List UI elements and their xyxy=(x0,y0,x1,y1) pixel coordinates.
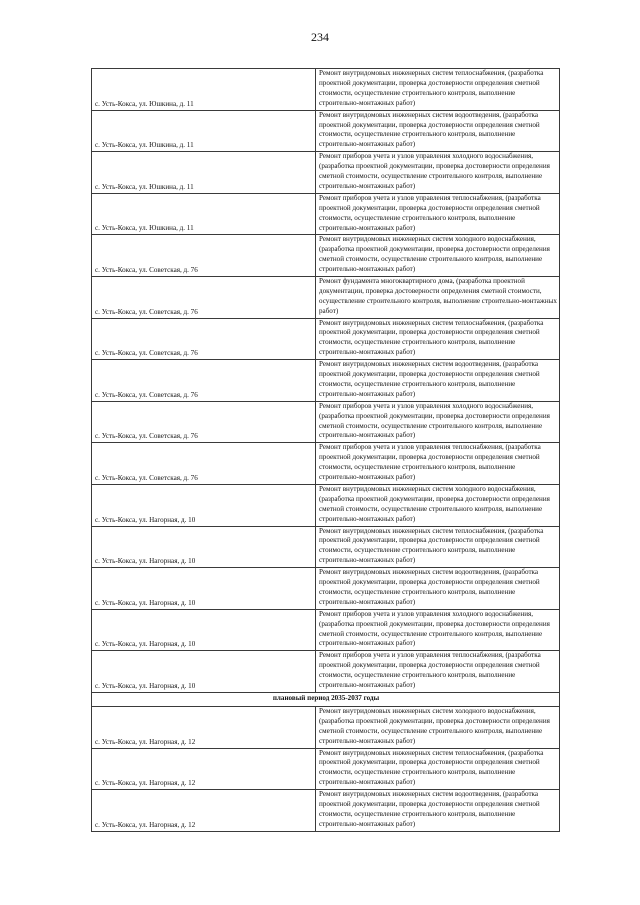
works-table-body xyxy=(92,69,560,832)
address-cell: с. Усть-Кокса, ул. Нагорная, д. 10 xyxy=(92,568,316,610)
table-row xyxy=(92,401,560,443)
work-description-cell: Ремонт внутридомовых инженерных систем холодного водоснабжения, (разработка проектной документации, проверка достоверности определения сметной стоимости, осуществление строительного контроля, выполнение строительно-монтажных работ) xyxy=(316,706,560,748)
table-row xyxy=(92,706,560,748)
address-cell: с. Усть-Кокса, ул. Нагорная, д. 12 xyxy=(92,790,316,832)
work-description-cell: Ремонт внутридомовых инженерных систем теплоснабжения, (разработка проектной документации, проверка достоверности определения сметной стоимости, осуществление строительного контроля, выполнение строительно-монтажных работ) xyxy=(316,526,560,568)
work-description-cell: Ремонт внутридомовых инженерных систем теплоснабжения, (разработка проектной документации, проверка достоверности определения сметной стоимости, осуществление строительного контроля, выполнение строительно-монтажных работ) xyxy=(316,318,560,360)
table-row xyxy=(92,360,560,402)
address-cell: с. Усть-Кокса, ул. Советская, д. 76 xyxy=(92,401,316,443)
table-row xyxy=(92,609,560,651)
address-cell: с. Усть-Кокса, ул. Юшкина, д. 11 xyxy=(92,110,316,152)
address-cell: с. Усть-Кокса, ул. Юшкина, д. 11 xyxy=(92,152,316,194)
section-row xyxy=(92,692,560,706)
work-description-cell: Ремонт внутридомовых инженерных систем водоотведения, (разработка проектной документации, проверка достоверности определения сметной стоимости, осуществление строительного контроля, выполнение строительно-монтажных работ) xyxy=(316,360,560,402)
address-cell: с. Усть-Кокса, ул. Советская, д. 76 xyxy=(92,360,316,402)
work-description-cell: Ремонт приборов учета и узлов управления теплоснабжения, (разработка проектной документации, проверка достоверности определения сметной стоимости, осуществление строительного контроля, выполнение строительно-монтажных работ) xyxy=(316,193,560,235)
work-description-cell: Ремонт внутридомовых инженерных систем теплоснабжения, (разработка проектной документации, проверка достоверности определения сметной стоимости, осуществление строительного контроля, выполнение строительно-монтажных работ) xyxy=(316,748,560,790)
work-description-cell: Ремонт приборов учета и узлов управления холодного водоснабжения, (разработка проектной документации, проверка достоверности определения сметной стоимости, осуществление строительного контроля, выполнение строительно-монтажных работ) xyxy=(316,609,560,651)
table-row xyxy=(92,484,560,526)
table-row xyxy=(92,193,560,235)
address-cell: с. Усть-Кокса, ул. Нагорная, д. 10 xyxy=(92,484,316,526)
address-cell: с. Усть-Кокса, ул. Советская, д. 76 xyxy=(92,318,316,360)
section-title: плановый период 2035-2037 годы xyxy=(92,692,560,706)
address-cell: с. Усть-Кокса, ул. Юшкина, д. 11 xyxy=(92,193,316,235)
table-row xyxy=(92,276,560,318)
address-cell: с. Усть-Кокса, ул. Советская, д. 76 xyxy=(92,443,316,485)
table-row xyxy=(92,443,560,485)
table-row xyxy=(92,568,560,610)
work-description-cell: Ремонт внутридомовых инженерных систем холодного водоснабжения, (разработка проектной документации, проверка достоверности определения сметной стоимости, осуществление строительного контроля, выполнение строительно-монтажных работ) xyxy=(316,484,560,526)
page-number: 234 xyxy=(311,30,329,44)
table-row xyxy=(92,318,560,360)
table-row xyxy=(92,152,560,194)
work-description-cell: Ремонт фундамента многоквартирного дома, (разработка проектной документации, проверка достоверности определения сметной стоимости, осуществление строительного контроля, выполнение строительно-монтажных работ) xyxy=(316,276,560,318)
address-cell: с. Усть-Кокса, ул. Советская, д. 76 xyxy=(92,276,316,318)
table-row xyxy=(92,651,560,693)
table-row xyxy=(92,748,560,790)
work-description-cell: Ремонт внутридомовых инженерных систем водоотведения, (разработка проектной документации, проверка достоверности определения сметной стоимости, осуществление строительного контроля, выполнение строительно-монтажных работ) xyxy=(316,568,560,610)
table-row xyxy=(92,110,560,152)
address-cell: с. Усть-Кокса, ул. Нагорная, д. 12 xyxy=(92,706,316,748)
address-cell: с. Усть-Кокса, ул. Нагорная, д. 10 xyxy=(92,526,316,568)
work-description-cell: Ремонт внутридомовых инженерных систем холодного водоснабжения, (разработка проектной документации, проверка достоверности определения сметной стоимости, осуществление строительного контроля, выполнение строительно-монтажных работ) xyxy=(316,235,560,277)
work-description-cell: Ремонт приборов учета и узлов управления холодного водоснабжения, (разработка проектной документации, проверка достоверности определения сметной стоимости, осуществление строительного контроля, выполнение строительно-монтажных работ) xyxy=(316,401,560,443)
address-cell: с. Усть-Кокса, ул. Нагорная, д. 12 xyxy=(92,748,316,790)
table-row xyxy=(92,69,560,111)
address-cell: с. Усть-Кокса, ул. Нагорная, д. 10 xyxy=(92,651,316,693)
address-cell: с. Усть-Кокса, ул. Юшкина, д. 11 xyxy=(92,69,316,111)
address-cell: с. Усть-Кокса, ул. Советская, д. 76 xyxy=(92,235,316,277)
table-row xyxy=(92,790,560,832)
work-description-cell: Ремонт приборов учета и узлов управления холодного водоснабжения, (разработка проектной документации, проверка достоверности определения сметной стоимости, осуществление строительного контроля, выполнение строительно-монтажных работ) xyxy=(316,152,560,194)
work-description-cell: Ремонт внутридомовых инженерных систем водоотведения, (разработка проектной документации, проверка достоверности определения сметной стоимости, осуществление строительного контроля, выполнение строительно-монтажных работ) xyxy=(316,790,560,832)
work-description-cell: Ремонт внутридомовых инженерных систем теплоснабжения, (разработка проектной документации, проверка достоверности определения сметной стоимости, осуществление строительного контроля, выполнение строительно-монтажных работ) xyxy=(316,69,560,111)
address-cell: с. Усть-Кокса, ул. Нагорная, д. 10 xyxy=(92,609,316,651)
works-table xyxy=(91,68,560,832)
work-description-cell: Ремонт приборов учета и узлов управления теплоснабжения, (разработка проектной документации, проверка достоверности определения сметной стоимости, осуществление строительного контроля, выполнение строительно-монтажных работ) xyxy=(316,443,560,485)
table-row xyxy=(92,235,560,277)
work-description-cell: Ремонт внутридомовых инженерных систем водоотведения, (разработка проектной документации, проверка достоверности определения сметной стоимости, осуществление строительного контроля, выполнение строительно-монтажных работ) xyxy=(316,110,560,152)
work-description-cell: Ремонт приборов учета и узлов управления теплоснабжения, (разработка проектной документации, проверка достоверности определения сметной стоимости, осуществление строительного контроля, выполнение строительно-монтажных работ) xyxy=(316,651,560,693)
table-row xyxy=(92,526,560,568)
